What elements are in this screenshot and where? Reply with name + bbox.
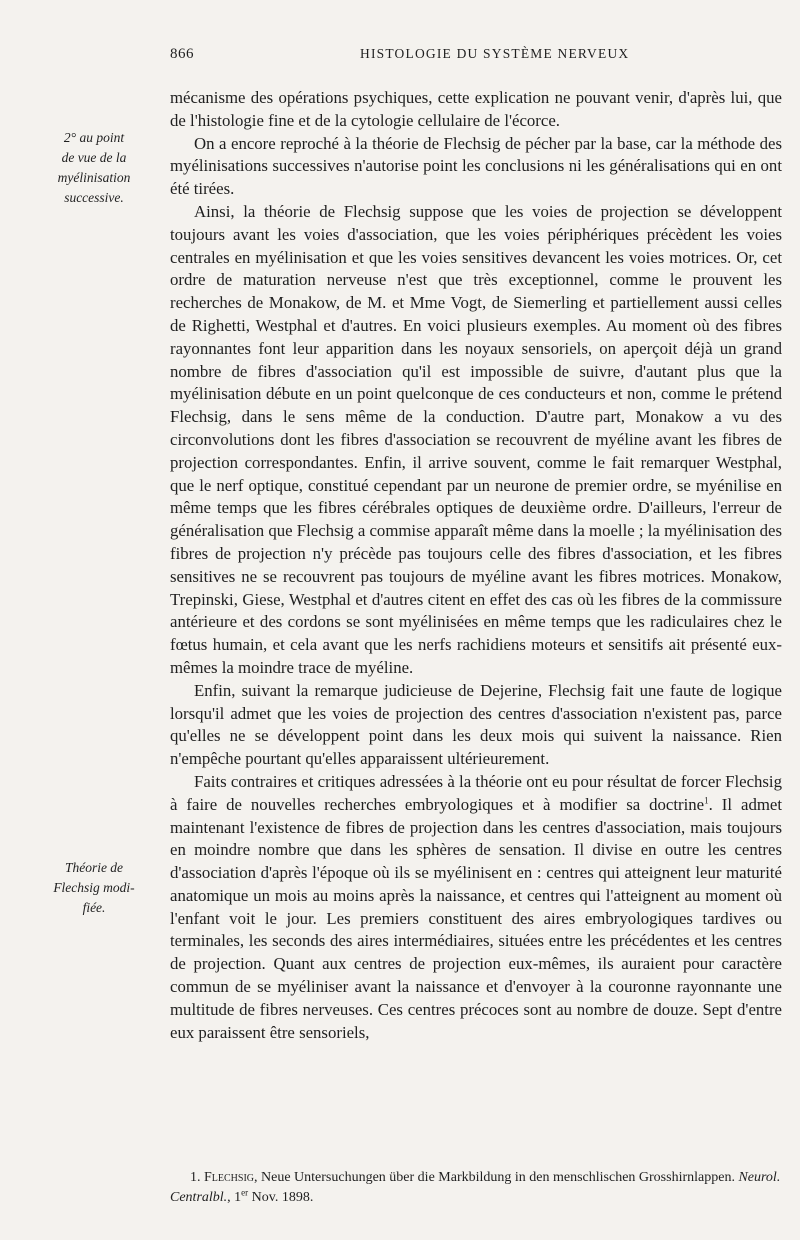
paragraph-2: On a encore reproché à la théorie de Flechsig de pécher par la base, car la méthode des myélinisations successives n'autorise point les conclusions ni les généralisations qui en ont été tirées. (170, 133, 782, 199)
paragraph-3: Ainsi, la théorie de Flechsig suppose que les voies de projection se développent toujours avant les voies d'association, que les voies périphériques précèdent les voies centrales en myélinisation et que les voies sensitives devancent les voies motrices. Or, cet ordre de maturation nerveuse n'est que très exceptionnel, comme le prouvent les recherches de Monakow, de M. et Mme Vogt, de Siemerling et partiellement aussi celles de Righetti, Westphal et d'autres. En voici plusieurs exemples. Au moment où des fibres rayonnantes font leur apparition dans les noyaux sensoriels, on aperçoit déjà un grand nombre de fibres d'association qu'il est impossible de suivre, d'autant plus que la myélinisation débute en un point quelconque de ces conducteurs et non, comme le prétend Flechsig, dans le sens même de la conduction. D'autre part, Monakow a vu des circonvolutions dont les fibres d'association se recouvrent de myéline avant les fibres de projection correspondantes. Enfin, il arrive souvent, comme le fait remarquer Westphal, que le nerf optique, constitué cependant par un neurone de premier ordre, se myénilise en même temps que les fibres cérébrales optiques de deuxième ordre. D'ailleurs, l'erreur de généralisation que Flechsig a commise apparaît même dans la moelle ; la myélinisation des fibres de projection n'y précède pas toujours celle des fibres d'association, et les fibres sensitives ne se recouvrent pas toujours de myéline avant les fibres motrices. Monakow, Trepinski, Giese, Westphal et d'autres citent en effet des cas où les fibres de la commissure antérieure et des cordons se sont myélinisées en même temps que les radiculaires chez le fœtus humain, et cela avant que les nerfs rachidiens moteurs et sensitifs ait présenté eux-mêmes la moindre trace de myéline. (170, 201, 782, 677)
margin-note-line: de vue de la (61, 150, 127, 165)
footnote-author: Flechsig (204, 1170, 255, 1185)
margin-note-line: 2° au point (63, 130, 125, 145)
margin-note-theorie-modifiee (34, 858, 154, 918)
footnote-date-rest: Nov. 1898. (248, 1190, 314, 1205)
margin-note-myelinisation (34, 128, 154, 208)
footnote-date-day: 1 (234, 1190, 242, 1205)
paragraph-4: Enfin, suivant la remarque judicieuse de Dejerine, Flechsig fait une faute de logique lorsqu'il admet que les voies de projection des centres d'association n'existent pas, parce qu'elles ne se développent point dans les deux mois qui suivent la naissance. Rien n'empêche pourtant qu'elles apparaissent ultérieurement. (170, 680, 782, 769)
footnote (170, 1168, 782, 1208)
paragraph-5-text-b: . Il admet maintenant l'existence de fibres de projection dans les centres d'association, mais toujours en moindre nombre que dans les sphères de sensation. Il divise en outre les centres d'association d'après l'époque où ils se myélinisent en : centres qui atteignent leur maturité anatomique un mois au moins après la naissance, et centres qui l'atteignent au moment où l'enfant voit le jour. Les premiers constituent des aires embryologiques tardives ou terminales, les seconds des aires intermédiaires, situées entre les précédentes et les centres de projection. Quant aux centres de projection eux-mêmes, ils auraient pour caractère commun de se myéliniser avant la naissance et d'envoyer à la couronne rayonnante une multitude de fibres nerveuses. Ces centres précoces sont au nombre de douze. Sept d'entre eux paraissent être sensoriels, (170, 794, 782, 1042)
paragraph-5-text-a: Faits contraires et critiques adressées à la théorie ont eu pour résultat de forcer Flechsig à faire de nouvelles recherches embryologiques et à modifier sa doctrine (170, 771, 782, 814)
running-title: HISTOLOGIE DU SYSTÈME NERVEUX (360, 46, 630, 61)
margin-note-line: successive. (64, 190, 124, 205)
footnote-reference: 1 (704, 795, 709, 806)
body-text (170, 87, 782, 1044)
footnote-text (170, 1168, 782, 1208)
paragraph-5 (170, 771, 782, 1045)
margin-note-line: Théorie de (64, 860, 124, 875)
footnote-separator-text: , (227, 1190, 235, 1205)
footnote-title: , Neue Untersuchungen über die Markbildung in den menschlischen Grosshirnlappen. (254, 1170, 739, 1185)
margin-note-line: fiée. (82, 900, 106, 915)
page-number: 866 (170, 46, 194, 62)
footnote-date-sup: er (241, 1187, 249, 1198)
margin-note-line: myélinisation (57, 170, 131, 185)
margin-note-line: Flechsig modi- (53, 880, 135, 895)
footnote-number: 1. (190, 1170, 201, 1185)
paragraph-1: mécanisme des opérations psychiques, cette explication ne pouvant venir, d'après lui, que de l'histologie fine et de la cytologie cellulaire de l'écorce. (170, 88, 782, 130)
page-header (170, 46, 770, 70)
footnote-journal: Neurol. Centralbl. (170, 1170, 781, 1205)
